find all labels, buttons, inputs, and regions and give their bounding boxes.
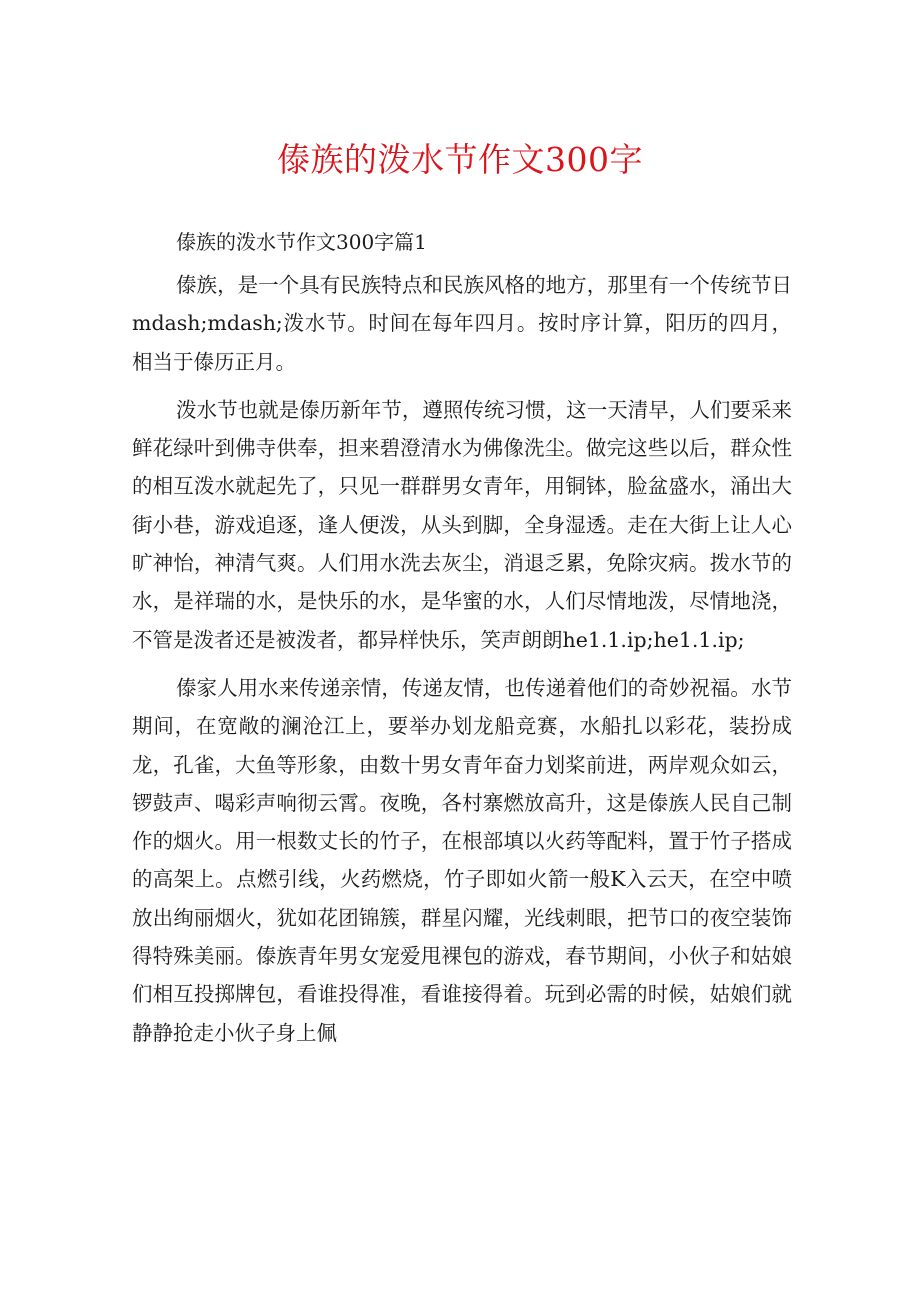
paragraph-festival: 泼水节也就是傣历新年节，遵照传统习惯，这一天清早，人们要采来鲜花绿叶到佛寺供奉，担来碧澄清水为佛像洗尘。做完这些以后，群众性的相互泼水就起先了，只见一群群男女青年，用铜钵，脸盆盛水，涌出大街小巷，游戏追逐，逢人便泼，从头到脚，全身湿透。走在大街上让人心旷神怡，神清气爽。人们用水洗去灰尘，消退乏累，免除灾病。拨水节的水，是祥瑞的水，是快乐的水，是华蜜的水，人们尽情地泼，尽情地浇，不管是泼者还是被泼者，都异样快乐，笑声朗朗he1.1.ip;he1.1.ip;	[132, 397, 792, 652]
paragraph-intro: 傣族，是一个具有民族特点和民族风格的地方，那里有一个传统节日mdash;mdash;泼水节。时间在每年四月。按时序计算，阳历的四月，相当于傣历正月。	[132, 273, 792, 374]
article-body	[132, 266, 792, 1062]
page-title: 傣族的泼水节作文300字	[277, 140, 643, 179]
paragraph-celebration: 傣家人用水来传递亲情，传递友情，也传递着他们的奇妙祝福。水节期间，在宽敞的澜沧江上，要举办划龙船竞赛，水船扎以彩花，装扮成龙，孔雀，大鱼等形象，由数十男女青年奋力划桨前进，两岸观众如云，锣鼓声、喝彩声响彻云霄。夜晚，各村寨燃放高升，这是傣族人民自己制作的烟火。用一根数丈长的竹子，在根部填以火药等配料，置于竹子搭成的高架上。点燃引线，火药燃烧，竹子即如火箭一般K入云天，在空中喷放出绚丽烟火，犹如花团锦簇，群星闪耀，光线刺眼，把节口的夜空装饰得特殊美丽。傣族青年男女宠爱甩裸包的游戏，春节期间，小伙子和姑娘们相互投掷牌包，看谁投得准，看谁接得着。玩到必需的时候，姑娘们就静静抢走小伙子身上佩	[132, 675, 792, 1045]
section-heading: 傣族的泼水节作文300字篇1	[176, 230, 427, 254]
